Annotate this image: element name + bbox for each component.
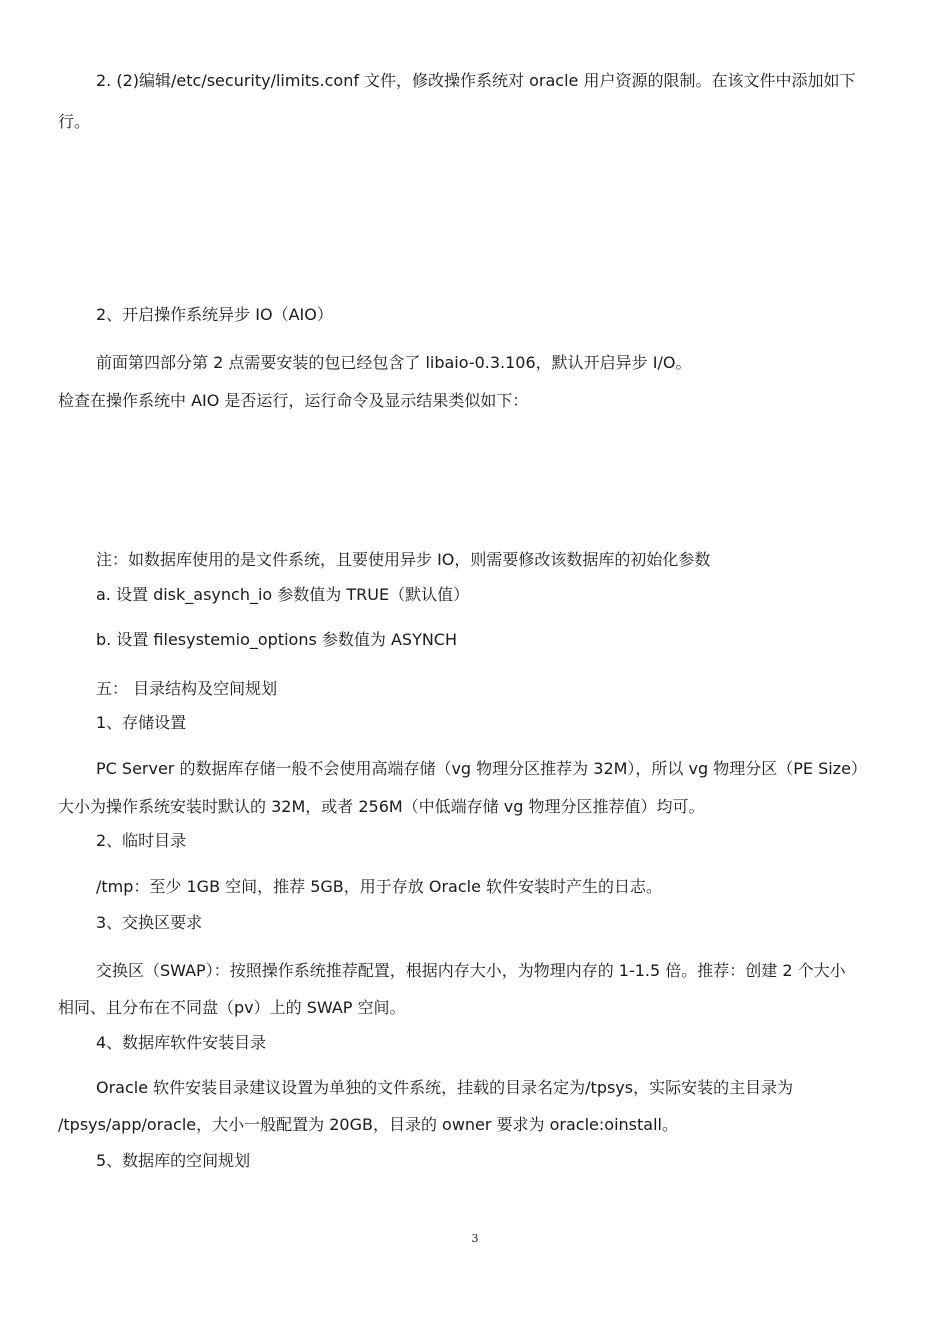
heading-storage-settings: 1、存储设置 [96,713,187,732]
paragraph-limits-conf-line1: 2. (2)编辑/etc/security/limits.conf 文件，修改操作系统对 oracle 用户资源的限制。在该文件中添加如下 [96,71,856,90]
heading-enable-aio: 2、开启操作系统异步 IO（AIO） [96,305,333,324]
heading-space-planning: 5、数据库的空间规划 [96,1151,251,1170]
heading-temp-directory: 2、临时目录 [96,831,187,850]
page-number: 3 [471,1232,479,1245]
note-item-b: b. 设置 filesystemio_options 参数值为 ASYNCH [96,630,458,649]
heading-software-install-dir: 4、数据库软件安装目录 [96,1033,267,1052]
paragraph-install-dir-line1: Oracle 软件安装目录建议设置为单独的文件系统，挂载的目录名定为/tpsys，实际安装的主目录为 [96,1078,794,1097]
note-item-a: a. 设置 disk_asynch_io 参数值为 TRUE（默认值） [96,585,470,604]
paragraph-install-dir-line2: /tpsys/app/oracle，大小一般配置为 20GB，目录的 owner 要求为 oracle:oinstall。 [58,1115,678,1134]
paragraph-limits-conf-line2: 行。 [58,112,91,131]
paragraph-libaio: 前面第四部分第 2 点需要安装的包已经包含了 libaio-0.3.106，默认开启异步 I/O。 [96,353,692,372]
note-async-io: 注：如数据库使用的是文件系统，且要使用异步 IO，则需要修改该数据库的初始化参数 [96,550,711,569]
paragraph-swap-line1: 交换区（SWAP）：按照操作系统推荐配置，根据内存大小，为物理内存的 1-1.5 倍。推荐：创建 2 个大小 [96,961,846,980]
paragraph-storage-line1: PC Server 的数据库存储一般不会使用高端存储（vg 物理分区推荐为 32M），所以 vg 物理分区（PE Size） [96,759,867,778]
paragraph-swap-line2: 相同、且分布在不同盘（pv）上的 SWAP 空间。 [58,998,406,1017]
section-heading-five: 五： 目录结构及空间规划 [96,679,278,698]
paragraph-check-aio: 检查在操作系统中 AIO 是否运行，运行命令及显示结果类似如下： [58,391,529,410]
paragraph-storage-line2: 大小为操作系统安装时默认的 32M，或者 256M（中低端存储 vg 物理分区推荐值）均可。 [58,797,705,816]
heading-swap-requirements: 3、交换区要求 [96,913,203,932]
paragraph-tmp: /tmp：至少 1GB 空间，推荐 5GB，用于存放 Oracle 软件安装时产生的日志。 [96,877,663,896]
